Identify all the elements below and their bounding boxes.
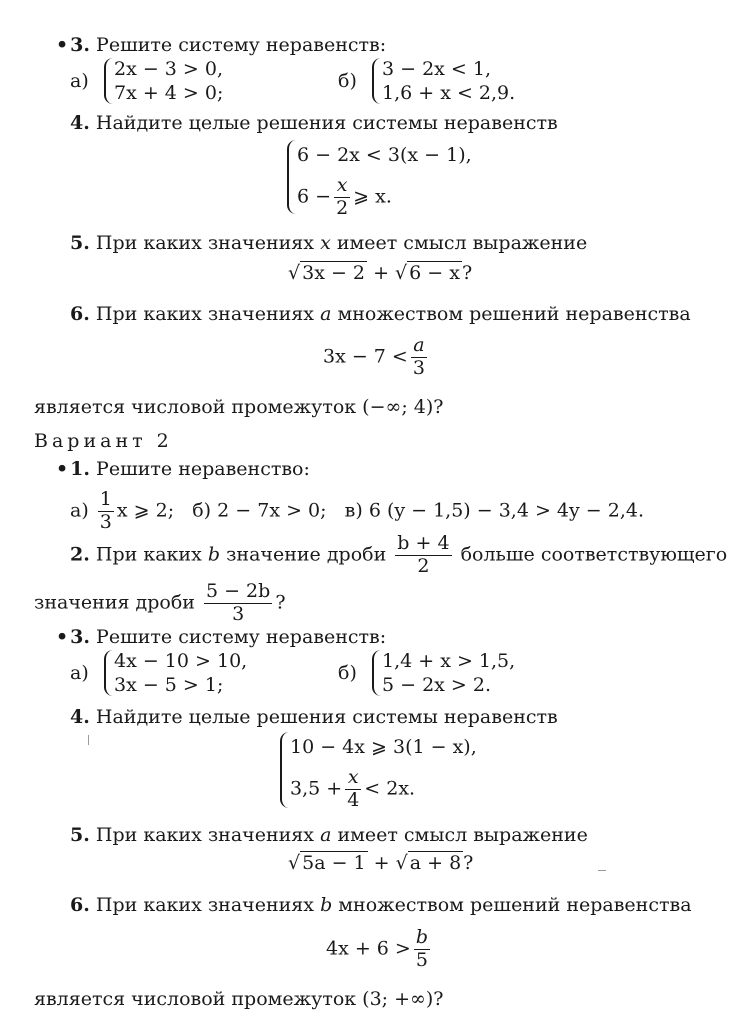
question-mark: ?	[275, 591, 286, 614]
problem-number: 2.	[70, 543, 90, 566]
problem-number: 6.	[70, 303, 90, 325]
system	[287, 140, 495, 219]
expr-part: 6 (y − 1,5) − 3,4 > 4y − 2,4.	[368, 499, 645, 522]
problem-3-header	[56, 36, 386, 55]
question-mark: ?	[463, 852, 474, 874]
problem-5-header	[70, 234, 587, 253]
problem-number: 1.	[70, 458, 90, 480]
problem-number: 5.	[70, 824, 90, 846]
sqrt-1: √ 5a − 1	[288, 852, 366, 874]
problem-text: значение дроби	[226, 543, 387, 566]
radical-expression	[288, 854, 473, 873]
problem-4-header	[70, 114, 558, 133]
option-a-label: а)	[70, 499, 89, 522]
fraction	[345, 768, 361, 811]
problem-number: 5.	[70, 232, 90, 254]
v2-problem-2-header	[70, 534, 727, 577]
plus-sign: +	[373, 852, 390, 874]
v2-problem-6-header	[70, 896, 692, 915]
radicand: 6 − x	[409, 262, 460, 284]
v2-problem-3-header	[56, 628, 386, 647]
problem-text: При каких	[95, 543, 202, 566]
expr-part: 3,5 +	[290, 777, 343, 800]
expr-part: ⩾ x.	[353, 185, 392, 208]
fraction-denominator: 5	[415, 948, 428, 971]
system-line-2	[297, 176, 392, 219]
option-a-label: а)	[70, 662, 89, 684]
plus-sign: +	[373, 262, 389, 284]
variable: x	[320, 232, 331, 254]
fraction-numerator: a	[411, 336, 427, 358]
fraction	[411, 336, 427, 379]
expr-part: 2 − 7x > 0;	[217, 499, 327, 522]
expr-part: 6 −	[297, 185, 332, 208]
v2-problem-5-header	[70, 826, 588, 845]
variable: b	[207, 543, 221, 566]
bullet-marker: •	[56, 626, 69, 648]
fraction-numerator: b	[415, 926, 429, 948]
problem-text: имеет смысл выражение	[336, 232, 588, 254]
fraction-denominator: 3	[232, 602, 245, 625]
system-line-1: 2x − 3 > 0,	[114, 58, 224, 80]
problem-6-header	[70, 305, 691, 324]
v2-problem-1-options	[70, 490, 644, 533]
inequality-expression	[326, 928, 433, 971]
option-b-label: б)	[338, 70, 357, 92]
problem-text: При каких значениях	[95, 824, 315, 846]
problem-text: Найдите целые решения системы неравенств	[95, 112, 558, 134]
fraction-denominator: 3	[99, 510, 112, 533]
problem-text: больше соответствующего	[460, 543, 728, 566]
system-line-1: 4x − 10 > 10,	[114, 650, 248, 672]
question-mark: ?	[461, 262, 473, 284]
fraction-numerator: 1	[99, 488, 112, 510]
problem-number: 3.	[70, 626, 90, 648]
fraction	[334, 176, 350, 219]
fraction-denominator: 3	[412, 356, 425, 379]
problem-text: При каких значениях	[95, 894, 315, 916]
problem-number: 6.	[70, 894, 90, 916]
system-line-1: 3 − 2x < 1,	[382, 58, 492, 80]
problem-text: При каких значениях	[95, 303, 315, 325]
radicand: 5a − 1	[302, 852, 366, 874]
system-b	[372, 650, 540, 696]
option-b-label: б)	[192, 499, 212, 522]
fraction	[204, 582, 272, 625]
bullet-marker: •	[56, 34, 69, 56]
problem-text: множеством решений неравенства	[337, 303, 691, 325]
sqrt-1: √ 3x − 2	[288, 262, 366, 284]
option-b-label: б)	[338, 662, 357, 684]
system-line-2: 7x + 4 > 0;	[114, 82, 224, 104]
system-line-2: 3x − 5 > 1;	[114, 674, 224, 696]
variable: a	[320, 303, 332, 325]
problem-text: множеством решений неравенства	[338, 894, 692, 916]
radicand: a + 8	[409, 852, 462, 874]
option-a-label: а)	[70, 70, 89, 92]
fraction	[414, 928, 430, 971]
fraction-denominator: 2	[336, 196, 349, 219]
expr-part: < 2x.	[364, 777, 416, 800]
system-line-2: 1,6 + x < 2,9.	[382, 82, 516, 104]
problem-number: 3.	[70, 34, 90, 56]
pencil-mark	[598, 870, 606, 871]
sqrt-2: √ 6 − x	[395, 262, 460, 284]
system	[280, 732, 508, 811]
problem-text: Найдите целые решения системы неравенств	[95, 706, 558, 728]
sqrt-2: √ a + 8	[395, 852, 462, 874]
expr-part: x ⩾ 2;	[116, 499, 175, 522]
fraction-denominator: 2	[417, 554, 430, 577]
v2-problem-6-tail: является числовой промежуток (3; +∞)?	[34, 988, 444, 1010]
system-line-1: 1,4 + x > 1,5,	[382, 650, 516, 672]
fraction-numerator: 5 − 2b	[205, 580, 271, 602]
problem-number: 4.	[70, 706, 90, 728]
inequality-expression	[323, 336, 430, 379]
problem-text: значения дроби	[34, 591, 195, 614]
problem-text: Решите систему неравенств:	[96, 626, 387, 648]
system-line-2: 5 − 2x > 2.	[382, 674, 492, 696]
variant-heading: Вариант 2	[34, 430, 173, 452]
problem-number: 4.	[70, 112, 90, 134]
system-line-2	[290, 768, 415, 811]
fraction-denominator: 4	[347, 788, 360, 811]
pencil-mark	[88, 735, 89, 745]
option-c-label: в)	[344, 499, 363, 522]
fraction-numerator: x	[334, 176, 350, 198]
fraction-numerator: b + 4	[397, 532, 450, 554]
system-line-1: 6 − 2x < 3(x − 1),	[297, 144, 472, 166]
expr-part: 4x + 6 >	[326, 937, 411, 960]
variable: a	[320, 824, 332, 846]
v2-problem-2-line2	[34, 582, 286, 625]
system-line-1: 10 − 4x ⩾ 3(1 − x),	[290, 736, 477, 758]
system-a	[104, 58, 252, 104]
v2-problem-1-header	[56, 460, 310, 479]
problem-text: Решите неравенство:	[96, 458, 310, 480]
radical-expression	[288, 264, 472, 283]
fraction	[98, 490, 114, 533]
expr-part: 3x − 7 <	[323, 345, 408, 368]
problem-text: Решите систему неравенств:	[96, 34, 387, 56]
fraction-numerator: x	[345, 768, 361, 790]
radicand: 3x − 2	[302, 262, 366, 284]
variable: b	[320, 894, 333, 916]
problem-text: имеет смысл выражение	[337, 824, 588, 846]
bullet-marker: •	[56, 458, 69, 480]
system-b	[372, 58, 540, 104]
problem-text: При каких значениях	[95, 232, 315, 254]
system-a	[104, 650, 262, 696]
problem-6-tail: является числовой промежуток (−∞; 4)?	[34, 396, 444, 418]
fraction	[395, 534, 451, 577]
v2-problem-4-header	[70, 708, 558, 727]
